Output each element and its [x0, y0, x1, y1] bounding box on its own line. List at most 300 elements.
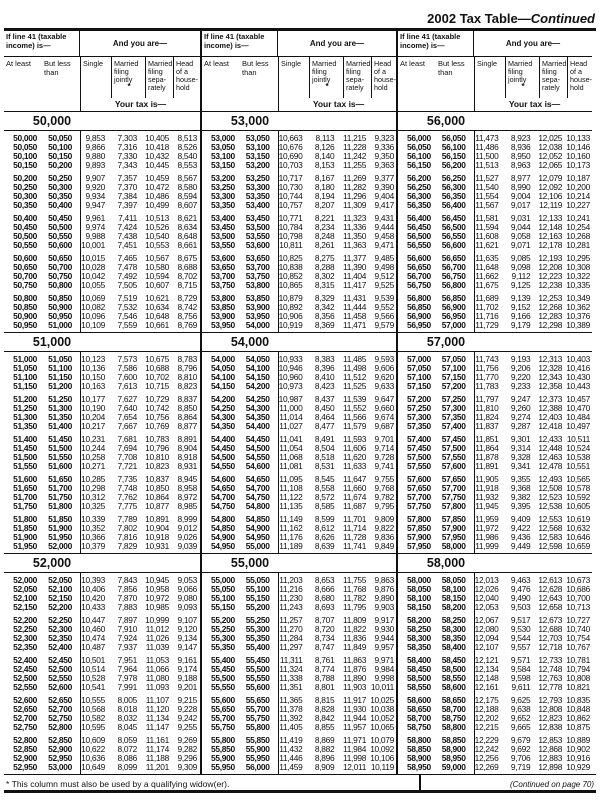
tax-married-separately-cell: 12,403 [538, 412, 563, 422]
tax-single-cell: 10,703 [278, 160, 303, 170]
at-least-cell: 52,400 [13, 655, 37, 665]
table-row [4, 462, 200, 471]
table-row [398, 382, 592, 391]
at-least-cell: 55,750 [210, 722, 235, 732]
but-less-than-cell: 58,700 [441, 704, 466, 714]
married-separately-header: Married filing sepa- rately [145, 57, 173, 98]
tax-married-separately-cell: 11,687 [342, 501, 367, 511]
but-less-than-cell: 52,650 [48, 695, 72, 705]
but-less-than-cell: 57,650 [441, 474, 466, 484]
at-least-cell: 55,200 [210, 615, 235, 625]
but-less-than-cell: 50,900 [48, 302, 72, 312]
tax-single-cell: 11,999 [475, 541, 499, 551]
tax-married-jointly-cell: 8,626 [314, 532, 335, 542]
section-body [398, 352, 592, 553]
tax-single-cell: 10,015 [81, 253, 105, 263]
panel-header [398, 31, 592, 57]
tax-single-cell: 11,446 [279, 753, 303, 763]
tax-married-jointly-cell: 8,963 [510, 160, 531, 170]
tax-married-separately-cell: 10,837 [145, 474, 169, 484]
but-less-than-header: But less than [242, 59, 269, 77]
tax-married-jointly-cell: 9,233 [510, 381, 531, 391]
tax-married-jointly-cell: 8,045 [117, 722, 137, 732]
at-least-cell: 58,450 [406, 664, 431, 674]
section-body [202, 352, 396, 553]
tax-head-household-cell: 8,769 [177, 320, 197, 330]
table-row [398, 462, 592, 471]
panel [396, 31, 592, 774]
column-divider-line [80, 573, 81, 774]
tax-married-separately-cell: 11,377 [342, 253, 367, 263]
tax-married-jointly-cell: 7,762 [117, 492, 137, 502]
tax-married-separately-cell: 12,163 [538, 231, 563, 241]
tax-married-jointly-cell: 9,341 [510, 461, 531, 471]
tax-head-household-cell: 9,539 [374, 293, 395, 303]
tax-married-jointly-cell: 8,842 [314, 713, 335, 723]
but-less-than-cell: 52,500 [48, 664, 72, 674]
tax-single-cell: 11,500 [475, 151, 499, 161]
but-less-than-cell: 51,350 [48, 412, 72, 422]
but-less-than-cell: 56,250 [441, 173, 466, 183]
at-least-cell: 51,700 [13, 492, 37, 502]
tax-married-separately-cell: 11,026 [145, 633, 169, 643]
tax-married-jointly-cell: 7,816 [117, 532, 137, 542]
tax-married-separately-cell: 11,431 [342, 293, 367, 303]
tax-married-jointly-cell: 7,721 [117, 461, 137, 471]
tax-head-household-cell: 10,794 [566, 664, 591, 674]
tax-head-household-cell: 8,688 [177, 262, 197, 272]
tax-head-household-cell: 8,648 [177, 231, 197, 241]
but-less-than-cell: 50,850 [48, 293, 72, 303]
at-least-cell: 52,200 [13, 615, 37, 625]
but-less-than-cell: 50,750 [48, 271, 72, 281]
tax-head-household-cell: 8,621 [177, 213, 197, 223]
but-less-than-cell: 58,950 [441, 753, 466, 763]
but-less-than-cell: 57,150 [441, 372, 466, 382]
but-less-than-cell: 58,800 [441, 722, 466, 732]
tax-married-jointly-cell: 7,465 [117, 253, 137, 263]
at-least-cell: 50,100 [13, 151, 37, 161]
tax-married-separately-cell: 10,405 [145, 133, 169, 143]
tax-married-jointly-cell: 8,936 [510, 142, 531, 152]
tax-married-jointly-cell: 9,004 [510, 191, 531, 201]
section-header [4, 112, 200, 131]
tax-single-cell: 12,067 [474, 615, 499, 625]
and-you-are-header: And you are— [309, 39, 365, 48]
at-least-cell: 54,550 [210, 461, 235, 471]
tax-married-jointly-cell: 9,625 [510, 695, 531, 705]
at-least-cell: 57,200 [406, 394, 431, 404]
tax-married-jointly-cell: 9,476 [510, 584, 531, 594]
tax-married-jointly-cell: 8,005 [117, 695, 137, 705]
income-is-header: If line 41 (taxable income) is— [398, 31, 474, 56]
tax-single-cell: 9,988 [85, 231, 105, 241]
tax-married-jointly-cell: 8,302 [314, 271, 335, 281]
at-least-cell: 55,050 [210, 584, 235, 594]
tax-married-jointly-cell: 9,247 [510, 394, 531, 404]
tax-head-household-cell: 9,647 [374, 394, 395, 404]
tax-head-household-cell: 9,593 [374, 354, 395, 364]
tax-single-cell: 10,825 [278, 253, 303, 263]
at-least-cell: 55,550 [210, 682, 235, 692]
tax-married-separately-cell: 12,193 [538, 253, 563, 263]
tax-head-household-cell: 9,795 [374, 501, 395, 511]
table-row [398, 281, 592, 290]
tax-married-separately-cell: 10,688 [145, 363, 169, 373]
but-less-than-cell: 50,100 [48, 142, 72, 152]
tax-single-cell: 12,053 [474, 602, 499, 612]
at-least-cell: 56,750 [406, 280, 431, 290]
tax-married-jointly-cell: 8,815 [314, 695, 335, 705]
at-least-cell: 50,900 [13, 311, 37, 321]
tax-married-jointly-cell: 9,152 [510, 302, 531, 312]
column-divider-line [278, 131, 279, 332]
at-least-cell: 57,300 [406, 412, 431, 422]
tax-single-cell: 11,135 [279, 501, 303, 511]
tax-head-household-cell: 10,524 [566, 443, 591, 453]
tax-married-separately-cell: 11,120 [145, 704, 169, 714]
tax-head-household-cell: 10,430 [566, 372, 591, 382]
tax-head-household-cell: 10,389 [566, 320, 591, 330]
at-least-cell: 57,900 [406, 532, 431, 542]
tax-head-household-cell: 10,011 [370, 682, 395, 692]
income-column-headers [398, 57, 474, 111]
table-row [4, 161, 200, 170]
at-least-header: At least [6, 59, 32, 68]
tax-head-household-cell: 10,187 [566, 173, 591, 183]
tax-single-cell: 12,175 [474, 695, 499, 705]
at-least-cell: 52,600 [13, 695, 37, 705]
tax-married-separately-cell: 11,782 [342, 593, 367, 603]
but-less-than-cell: 57,200 [441, 381, 466, 391]
at-least-cell: 52,250 [13, 624, 37, 634]
tax-head-household-cell: 10,659 [566, 541, 591, 551]
column-headers [398, 57, 592, 111]
but-less-than-cell: 54,200 [245, 381, 270, 391]
tax-single-cell: 11,554 [475, 191, 499, 201]
tax-married-separately-cell: 11,417 [342, 280, 367, 290]
tax-single-cell: 11,783 [475, 381, 499, 391]
tax-head-household-cell: 10,376 [566, 311, 591, 321]
tax-married-separately-cell: 12,658 [538, 602, 563, 612]
tax-single-cell: 11,743 [475, 354, 499, 364]
tax-married-jointly-cell: 9,665 [510, 722, 531, 732]
tax-single-cell: 10,447 [81, 615, 105, 625]
tax-married-separately-cell: 11,579 [342, 421, 367, 431]
tax-married-separately-cell: 10,877 [145, 501, 169, 511]
at-least-cell: 58,750 [406, 722, 431, 732]
tax-married-separately-cell: 11,107 [145, 695, 169, 705]
tax-married-jointly-cell: 7,694 [117, 443, 137, 453]
at-least-cell: 58,950 [406, 762, 431, 772]
tax-married-separately-cell: 10,769 [145, 421, 169, 431]
tax-married-separately-cell: 12,025 [538, 133, 563, 143]
tax-married-jointly-cell: 8,774 [314, 664, 335, 674]
but-less-than-cell: 56,400 [441, 200, 466, 210]
tax-married-jointly-cell: 9,449 [510, 541, 531, 551]
at-least-cell: 57,450 [406, 443, 431, 453]
tax-head-household-cell: 8,931 [177, 461, 197, 471]
tax-single-cell: 11,608 [475, 231, 499, 241]
tax-head-household-cell: 9,782 [374, 492, 395, 502]
tax-head-household-cell: 9,836 [374, 532, 395, 542]
tax-married-jointly-cell: 8,477 [314, 421, 335, 431]
tax-head-household-cell: 10,173 [566, 160, 591, 170]
tax-married-separately-cell: 11,984 [342, 744, 367, 754]
tax-married-jointly-cell: 7,964 [117, 664, 137, 674]
but-less-than-cell: 53,350 [245, 191, 270, 201]
continued-note: (Continued on page 70) [509, 780, 594, 789]
tax-married-jointly-cell: 8,410 [314, 372, 335, 382]
at-least-cell: 58,050 [406, 584, 431, 594]
footnote: * This column must also be used by a qualifying widow(er). [4, 775, 421, 790]
tax-married-separately-cell: 11,917 [342, 695, 367, 705]
at-least-cell: 55,700 [210, 713, 235, 723]
at-least-header: At least [400, 59, 426, 68]
table-row [398, 321, 592, 330]
married-separately-header: Married filing sepa- rately [343, 57, 371, 98]
but-less-than-cell: 55,000 [245, 541, 270, 551]
tax-head-household-cell: 9,876 [374, 584, 395, 594]
tax-single-cell: 10,393 [81, 575, 105, 585]
table-row [398, 542, 592, 551]
tax-married-jointly-cell: 9,611 [511, 682, 531, 692]
tax-head-household-cell: 9,606 [374, 363, 395, 373]
but-less-than-cell: 57,500 [441, 443, 466, 453]
tax-married-jointly-cell: 7,451 [117, 240, 137, 250]
tax-married-jointly-cell: 7,343 [117, 160, 137, 170]
tax-married-separately-cell: 11,741 [342, 541, 367, 551]
single-header: Single [477, 59, 497, 68]
but-less-than-cell: 56,750 [441, 271, 466, 281]
tax-head-household-cell: 8,553 [177, 160, 197, 170]
tax-single-cell: 10,190 [81, 403, 105, 413]
tax-single-cell: 10,595 [81, 722, 105, 732]
tax-married-jointly-cell: 8,126 [314, 142, 335, 152]
tax-head-household-cell: 9,377 [374, 173, 395, 183]
tax-single-cell: 10,460 [81, 624, 105, 634]
tax-head-household-cell: 9,053 [177, 575, 197, 585]
tax-single-cell: 12,161 [474, 682, 499, 692]
tax-married-separately-cell: 12,463 [538, 452, 563, 462]
tax-married-jointly-cell: 8,801 [314, 682, 335, 692]
tax-married-jointly-cell: 9,301 [510, 434, 531, 444]
tax-head-household-cell: 10,875 [566, 722, 591, 732]
tax-single-cell: 10,987 [278, 394, 303, 404]
panel-sections [398, 111, 592, 774]
tax-married-jointly-cell: 8,666 [314, 584, 335, 594]
table-row [202, 462, 396, 471]
table-row [4, 763, 200, 772]
tax-married-jointly-cell: 8,639 [314, 541, 335, 551]
tax-single-cell: 10,123 [81, 354, 105, 364]
tax-married-separately-cell: 11,566 [342, 412, 367, 422]
married-jointly-label: Married filing jointly [312, 59, 337, 85]
tax-single-cell: 10,730 [278, 182, 303, 192]
tax-married-jointly-cell: 7,856 [117, 584, 137, 594]
but-less-than-cell: 57,800 [441, 501, 466, 511]
tax-married-jointly-cell: 7,411 [118, 213, 137, 223]
tax-head-household-cell: 8,918 [177, 452, 197, 462]
tax-married-jointly-cell: 8,882 [314, 744, 335, 754]
tax-head-household-cell: 8,985 [177, 501, 197, 511]
tax-married-separately-cell: 11,836 [342, 633, 367, 643]
income-column-headers [202, 57, 278, 111]
at-least-cell: 57,550 [406, 461, 431, 471]
table-row [202, 542, 396, 551]
tax-married-separately-cell: 11,188 [145, 753, 169, 763]
but-less-than-cell: 57,300 [441, 403, 466, 413]
page-title [4, 0, 596, 28]
tax-head-household-cell: 10,484 [566, 412, 591, 422]
tax-head-household-cell: 9,944 [374, 633, 395, 643]
at-least-cell: 50,550 [13, 240, 37, 250]
at-least-cell: 50,850 [13, 302, 37, 312]
tax-married-separately-cell: 11,728 [342, 532, 367, 542]
at-least-cell: 53,800 [210, 293, 235, 303]
tax-single-cell: 11,702 [475, 302, 499, 312]
tax-single-cell: 9,947 [85, 200, 105, 210]
tax-head-household-cell: 10,349 [566, 293, 591, 303]
title-continued: Continued [530, 11, 595, 26]
tax-married-jointly-cell: 9,638 [510, 704, 531, 714]
tax-head-household-cell: 10,214 [566, 191, 591, 201]
tax-married-jointly-cell: 7,924 [117, 633, 137, 643]
tax-single-cell: 10,879 [278, 293, 303, 303]
table-row [4, 281, 200, 290]
tax-single-cell: 10,906 [278, 311, 303, 321]
tax-single-cell: 11,851 [475, 434, 499, 444]
tax-head-household-cell: 9,998 [374, 673, 395, 683]
tax-married-jointly-cell: 9,031 [510, 213, 531, 223]
tax-married-separately-cell: 12,448 [538, 443, 563, 453]
tax-married-jointly-cell: 7,735 [117, 474, 137, 484]
but-less-than-cell: 51,600 [48, 461, 72, 471]
tax-head-household-cell: 9,363 [374, 160, 395, 170]
tax-single-cell: 10,082 [81, 302, 105, 312]
tax-single-cell: 11,365 [279, 695, 303, 705]
but-less-than-cell: 58,300 [441, 624, 466, 634]
at-least-cell: 51,000 [13, 354, 37, 364]
at-least-cell: 56,600 [406, 253, 431, 263]
at-least-cell: 54,300 [210, 412, 235, 422]
tax-single-cell: 11,716 [475, 311, 499, 321]
at-least-cell: 52,450 [13, 664, 37, 674]
tax-married-separately-cell: 11,957 [342, 722, 367, 732]
at-least-cell: 55,650 [210, 704, 235, 714]
tax-head-household-cell: 10,200 [566, 182, 591, 192]
section-label: 50,000 [32, 114, 72, 128]
tax-married-jointly-cell: 8,423 [314, 381, 335, 391]
your-tax-is-label: Your tax is— [312, 99, 365, 109]
at-least-cell: 58,850 [406, 744, 431, 754]
tax-single-cell: 11,189 [279, 541, 303, 551]
tax-single-cell: 10,136 [81, 363, 105, 373]
tax-head-household-cell: 9,120 [177, 624, 197, 634]
but-less-than-cell: 54,750 [245, 492, 270, 502]
table-row [398, 763, 592, 772]
tax-married-separately-cell: 12,523 [538, 492, 563, 502]
at-least-cell: 57,800 [406, 514, 431, 524]
at-least-cell: 55,450 [210, 664, 235, 674]
tax-single-cell: 10,838 [278, 262, 303, 272]
tax-single-cell: 12,256 [474, 753, 499, 763]
tax-single-cell: 9,853 [85, 133, 105, 143]
tax-married-separately-cell: 10,607 [145, 280, 169, 290]
tax-single-cell: 10,069 [81, 293, 105, 303]
tax-married-separately-cell: 11,620 [342, 452, 367, 462]
section-label: 51,000 [32, 335, 72, 349]
section-body [202, 573, 396, 774]
but-less-than-cell: 57,550 [441, 452, 466, 462]
but-less-than-cell: 51,500 [48, 443, 72, 453]
tax-single-cell: 10,690 [278, 151, 303, 161]
but-less-than-cell: 52,350 [48, 633, 72, 643]
tax-married-separately-cell: 10,810 [145, 452, 169, 462]
tax-married-jointly-cell: 8,221 [314, 213, 335, 223]
tax-married-jointly-cell: 9,598 [510, 673, 531, 683]
column-divider-line [80, 131, 81, 332]
tax-head-household-cell: 10,902 [566, 744, 591, 754]
at-least-cell: 50,650 [13, 262, 37, 272]
tax-married-separately-cell: 10,945 [145, 575, 169, 585]
but-less-than-cell: 56,950 [441, 311, 466, 321]
but-less-than-cell: 54,300 [245, 403, 270, 413]
section-body [4, 573, 200, 774]
tax-married-separately-cell: 12,223 [538, 271, 563, 281]
at-least-cell: 54,650 [210, 483, 235, 493]
at-least-header: At least [204, 59, 230, 68]
tax-married-jointly-cell: 8,153 [314, 160, 335, 170]
but-less-than-cell: 50,350 [48, 191, 72, 201]
tax-married-separately-cell: 11,512 [342, 372, 367, 382]
tax-married-jointly-cell: 8,140 [314, 151, 335, 161]
tax-married-jointly-cell: 8,180 [314, 182, 335, 192]
tax-single-cell: 11,351 [279, 682, 303, 692]
tax-single-cell: 11,689 [475, 293, 499, 303]
tax-married-separately-cell: 10,972 [145, 593, 169, 603]
but-less-than-cell: 52,900 [48, 744, 72, 754]
at-least-cell: 54,350 [210, 421, 235, 431]
tax-single-cell: 10,352 [81, 523, 105, 533]
tax-married-jointly-cell: 9,085 [510, 253, 531, 263]
but-less-than-cell: 57,250 [441, 394, 466, 404]
tax-married-jointly-cell: 7,708 [117, 452, 137, 462]
but-less-than-cell: 58,000 [441, 541, 466, 551]
at-least-cell: 57,700 [406, 492, 431, 502]
but-less-than-cell: 51,150 [48, 372, 72, 382]
tax-single-cell: 12,107 [474, 642, 499, 652]
tax-single-cell: 11,675 [475, 280, 499, 290]
tax-head-household-cell: 9,107 [177, 615, 197, 625]
but-less-than-cell: 58,400 [441, 642, 466, 652]
tax-head-household-cell: 10,889 [566, 735, 591, 745]
table-row [398, 603, 592, 612]
tax-married-jointly-cell: 9,206 [510, 363, 531, 373]
tax-married-jointly-cell: 8,207 [314, 200, 335, 210]
tax-head-household-cell: 8,945 [177, 474, 197, 484]
section-label: 52,000 [32, 556, 72, 570]
tax-head-household-cell: 8,891 [177, 434, 197, 444]
panel [200, 31, 396, 774]
tax-married-jointly-cell: 9,706 [510, 753, 531, 763]
at-least-cell: 52,100 [13, 593, 37, 603]
tax-married-jointly-cell: 9,503 [510, 602, 531, 612]
tax-married-separately-cell: 10,958 [145, 584, 169, 594]
tax-married-jointly-cell: 8,869 [314, 735, 335, 745]
but-less-than-cell: 59,000 [441, 762, 466, 772]
tax-married-separately-cell: 11,822 [342, 624, 367, 634]
